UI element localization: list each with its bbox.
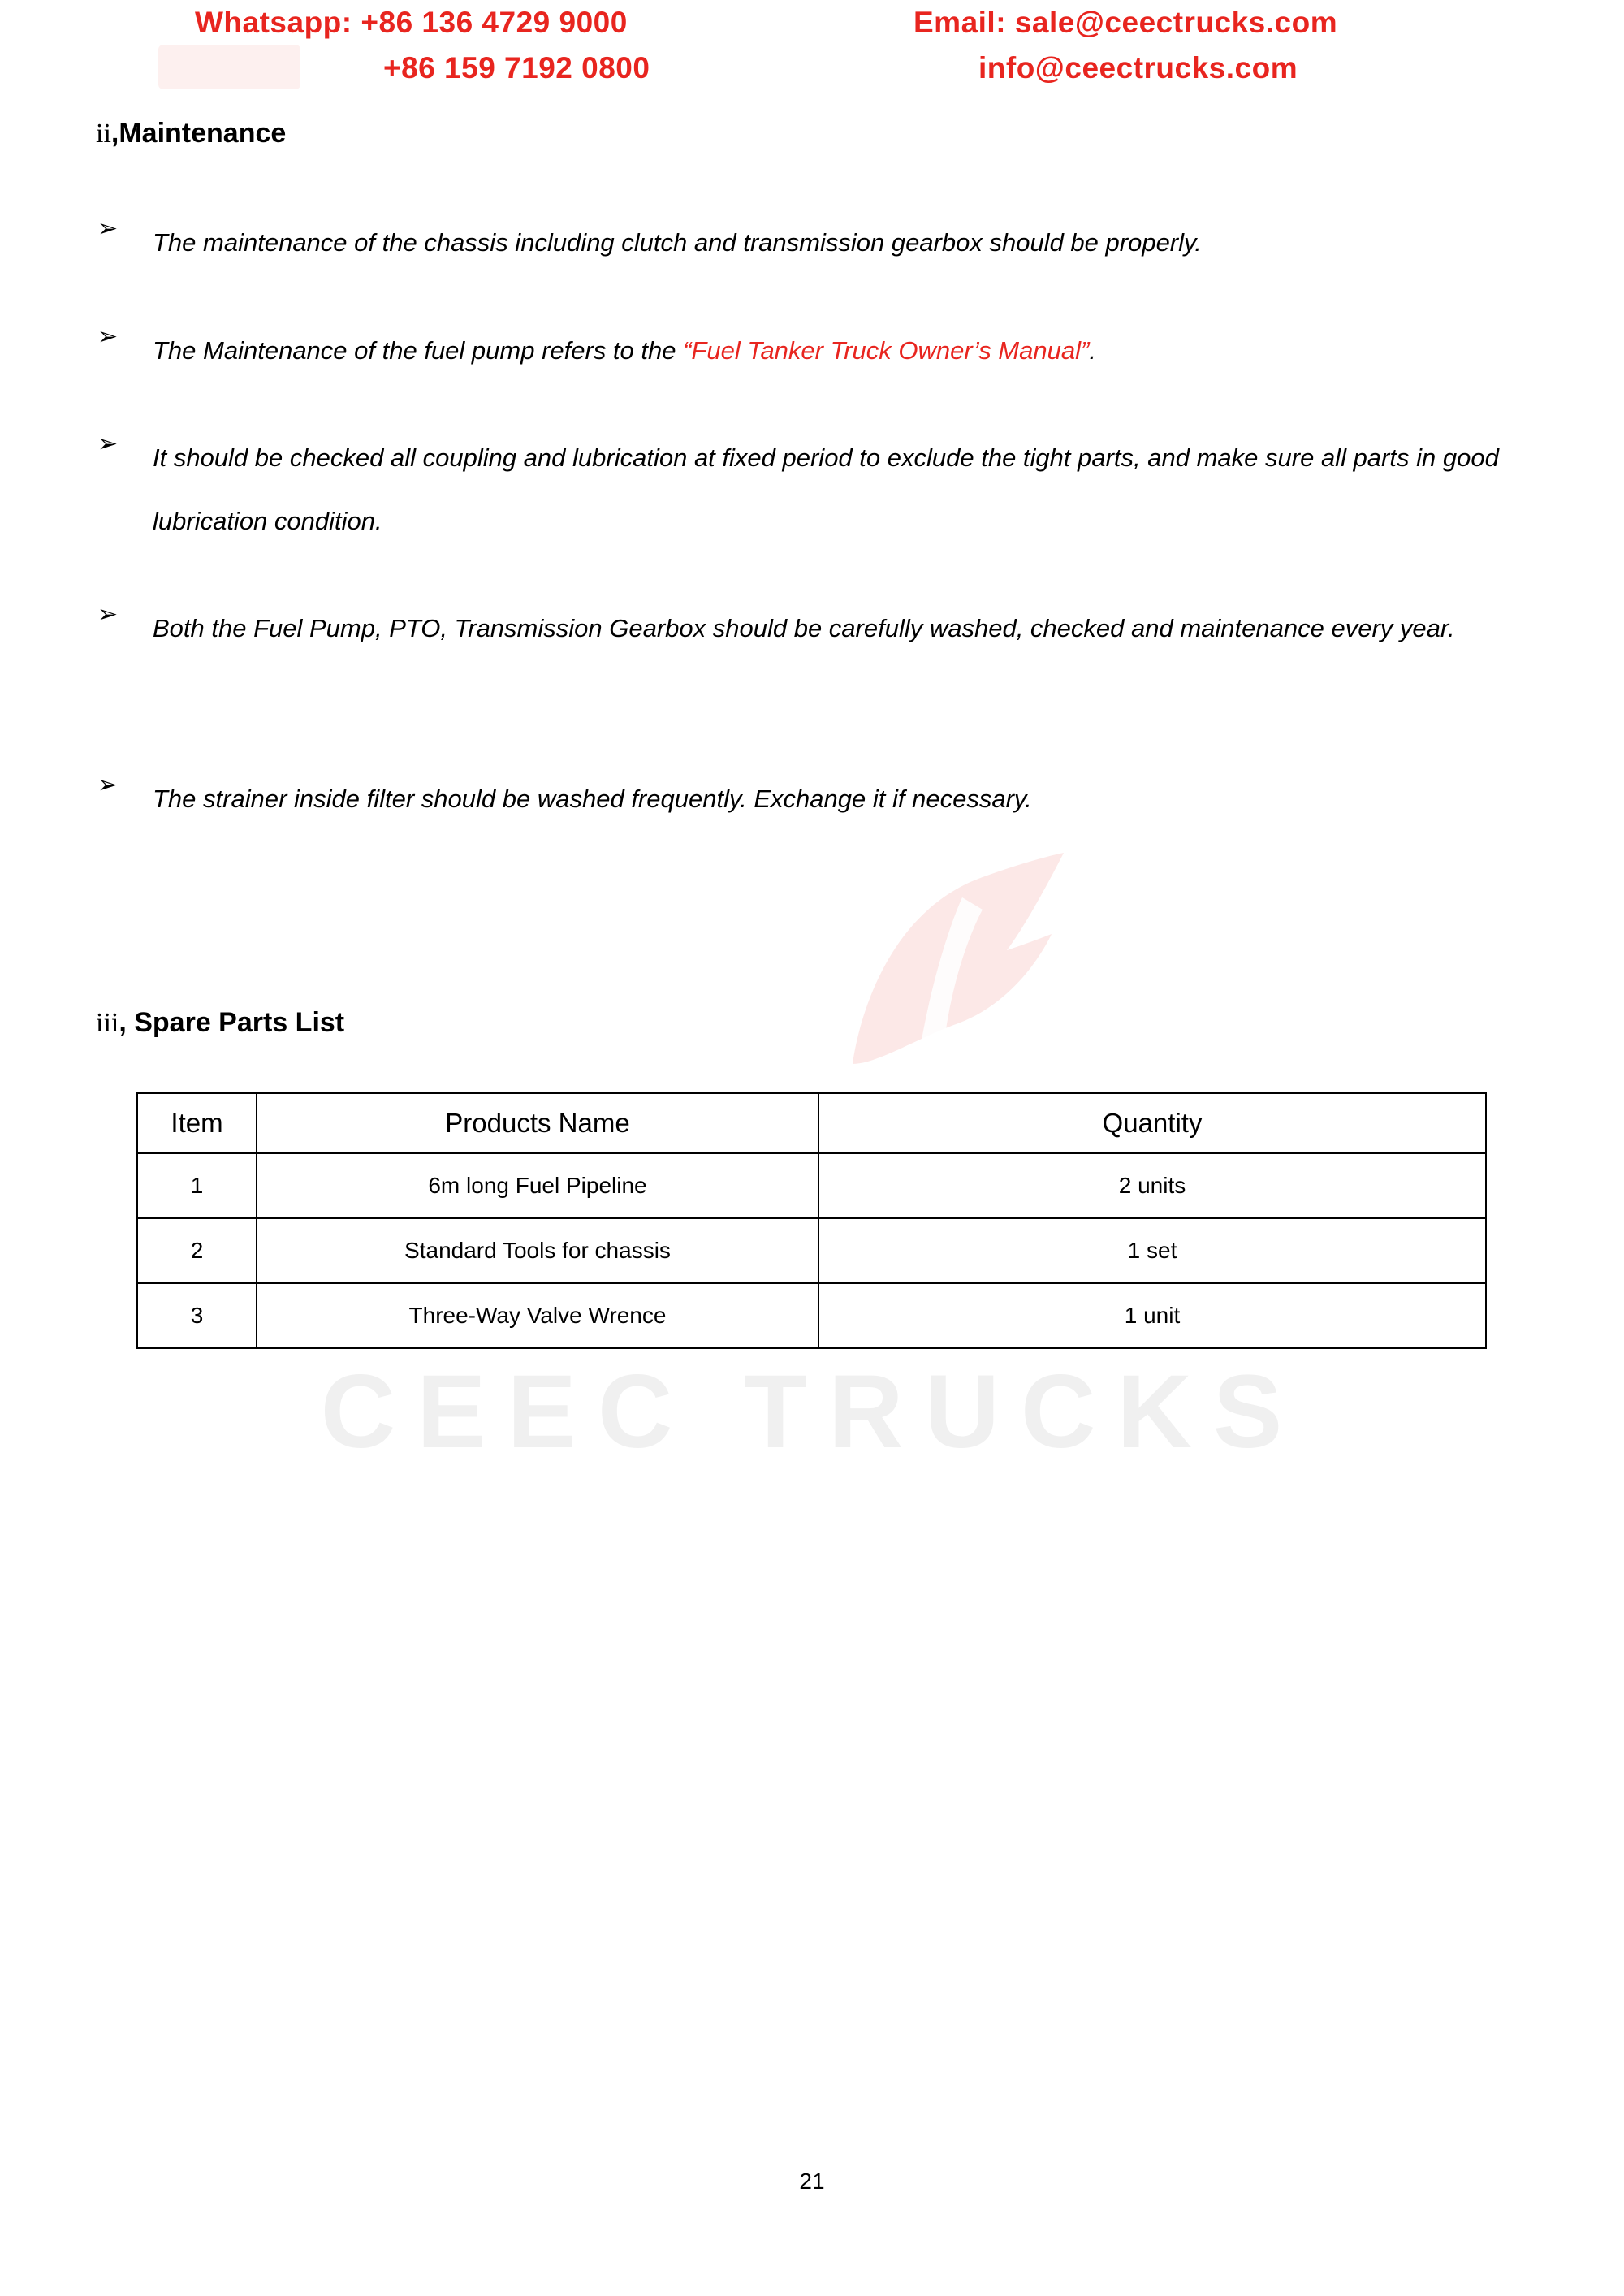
section-heading-spare-parts <box>96 1007 344 1039</box>
cell-quantity: 1 unit <box>818 1283 1486 1348</box>
ceec-trucks-watermark: CEEC TRUCKS <box>320 1354 1304 1470</box>
section-heading-maintenance <box>96 118 286 149</box>
email-line-1: Email: sale@ceectrucks.com <box>914 6 1338 39</box>
cell-item: 3 <box>137 1283 257 1348</box>
whatsapp-line-2: +86 159 7192 0800 <box>383 51 650 84</box>
bullet-2-prefix: The Maintenance of the fuel pump refers to the <box>153 336 684 365</box>
table-row <box>137 1283 1486 1348</box>
section-roman-numeral: iii <box>96 1008 119 1038</box>
bullet-arrow-icon: ➢ <box>97 772 119 798</box>
maintenance-bullet-4-text: Both the Fuel Pump, PTO, Transmission Gearbox should be carefully washed, checked and maintenance every year. <box>153 614 1455 642</box>
cell-quantity: 1 set <box>818 1218 1486 1283</box>
bullet-arrow-icon: ➢ <box>97 430 119 457</box>
maintenance-bullet-2 <box>97 319 1551 383</box>
cell-item: 1 <box>137 1153 257 1218</box>
column-header-item: Item <box>137 1093 257 1153</box>
contact-header <box>0 0 1624 110</box>
cell-item: 2 <box>137 1218 257 1283</box>
spare-parts-table <box>136 1092 1487 1349</box>
maintenance-bullet-5-text: The strainer inside filter should be washed frequently. Exchange it if necessary. <box>153 785 1032 813</box>
maintenance-bullet-1-text: The maintenance of the chassis including clutch and transmission gearbox should be properly. <box>153 228 1202 257</box>
table-row <box>137 1218 1486 1283</box>
section-title-text: ,Maintenance <box>110 118 287 149</box>
cell-product-name: 6m long Fuel Pipeline <box>257 1153 818 1218</box>
table-header-row <box>137 1093 1486 1153</box>
bullet-arrow-icon: ➢ <box>97 215 119 242</box>
cell-product-name: Three-Way Valve Wrence <box>257 1283 818 1348</box>
page-number: 21 <box>799 2168 825 2194</box>
leaf-watermark-icon <box>820 820 1088 1088</box>
header-email-block <box>914 0 1563 91</box>
bullet-2-manual-title: “Fuel Tanker Truck Owner’s Manual” <box>683 336 1090 365</box>
header-phone-block <box>195 0 780 91</box>
maintenance-bullet-4 <box>97 597 1551 660</box>
table-row <box>137 1153 1486 1218</box>
bullet-arrow-icon: ➢ <box>97 601 119 628</box>
whatsapp-line-1: Whatsapp: +86 136 4729 9000 <box>195 6 628 39</box>
maintenance-bullet-2-text <box>153 319 1551 383</box>
maintenance-bullet-1 <box>97 211 1551 275</box>
section-title-text: , Spare Parts List <box>119 1007 345 1038</box>
maintenance-bullet-3 <box>97 426 1551 553</box>
column-header-quantity: Quantity <box>818 1093 1486 1153</box>
bullet-2-suffix: . <box>1089 336 1096 365</box>
cell-product-name: Standard Tools for chassis <box>257 1218 818 1283</box>
column-header-products-name: Products Name <box>257 1093 818 1153</box>
email-line-2: info@ceectrucks.com <box>978 51 1298 84</box>
maintenance-bullet-3-text: It should be checked all coupling and lubrication at fixed period to exclude the tight parts, and make sure all parts in good lubrication condition. <box>153 443 1499 535</box>
cell-quantity: 2 units <box>818 1153 1486 1218</box>
section-roman-numeral: ii <box>96 119 111 149</box>
maintenance-bullet-5 <box>97 767 1551 831</box>
bullet-arrow-icon: ➢ <box>97 323 119 350</box>
